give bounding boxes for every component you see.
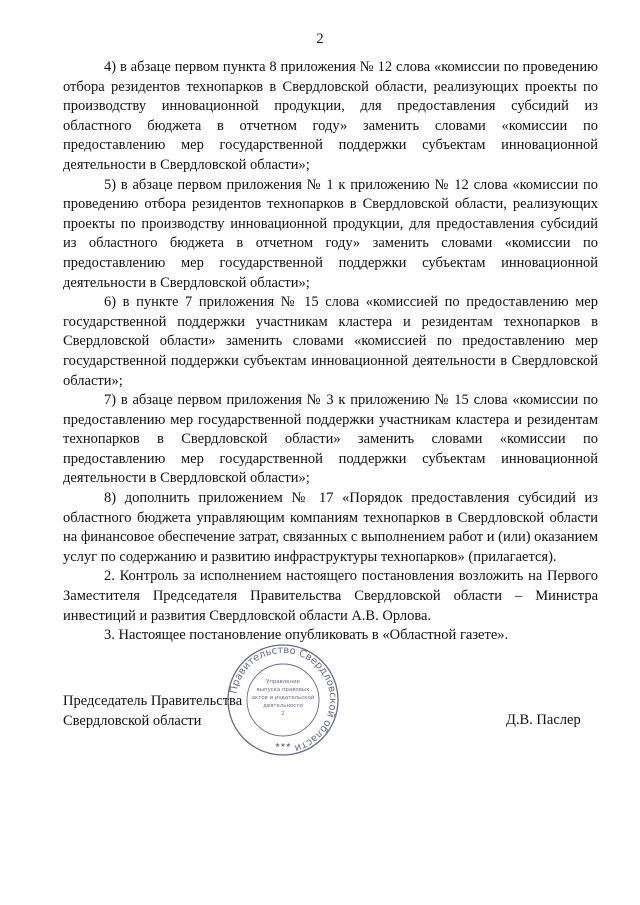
stamp-inner-line1: Управление [266, 679, 300, 685]
signature-name: Д.В. Паслер [506, 712, 581, 728]
official-stamp [226, 643, 340, 757]
stamp-inner-line4: деятельности [263, 703, 303, 709]
paragraph-item-7: 7) в абзаце первом приложения № 3 к приложению № 15 слова «комиссии по предоставлению мер государственной поддержки участникам кластера и резидентам технопарков в Свердловской области» заменить словами «комиссии по предоставлению мер государственной поддержки субъектам инновационной деятельности в Свердловской области»; [63, 392, 598, 487]
stamp-inner-line2: выпуска правовых [256, 687, 310, 693]
paragraph-item-6: 6) в пункте 7 приложения № 15 слова «комиссией по предоставлению мер государственной поддержки участникам кластера и резидентам технопарков в Свердловской области» заменить словами «комиссией по предоставлению мер государственной поддержки субъектам инновационной деятельности в Свердловской области»; [63, 294, 598, 389]
signature-title-line1: Председатель Правительства [63, 693, 243, 709]
signature-title [63, 692, 242, 731]
paragraph-control: 2. Контроль за исполнением настоящего постановления возложить на Первого Заместителя Председателя Правительства Свердловской области – Министра инвестиций и развития Свердловской области А.В. Орлова. [63, 568, 598, 624]
page-number: 2 [316, 31, 324, 47]
paragraph-item-8: 8) дополнить приложением № 17 «Порядок предоставления субсидий из областного бюджета управляющим компаниям технопарков в Свердловской области на финансовое обеспечение затрат, связанных с выполнением работ и (или) оказанием услуг по содержанию и развитию инфраструктуры технопарков» (прилагается). [63, 490, 598, 565]
stamp-inner-line3: актов и издательской [251, 695, 315, 701]
stamp-outer-text: Правительство Свердловской области [228, 644, 339, 754]
stamp-stars: ★★★ [274, 742, 292, 749]
signature-title-line2: Свердловской области [63, 712, 202, 729]
paragraph-item-4: 4) в абзаце первом пункта 8 приложения № 12 слова «комиссии по проведению отбора резидентов технопарков в Свердловской области, реализующих проекты по производству инновационной продукции, для предоставления субсидий из областного бюджета в отчетном году» заменить словами «комиссии по предоставлению мер государственной поддержки субъектам инновационной деятельности в Свердловской области»; [63, 59, 598, 173]
stamp-inner-line5: 2 [281, 711, 285, 717]
document-body [63, 58, 598, 646]
paragraph-item-5: 5) в абзаце первом приложения № 1 к приложению № 12 слова «комиссии по проведению отбора резидентов технопарков в Свердловской области, реализующих проекты по производству инновационной продукции, для предоставления субсидий из областного бюджета в отчетном году» заменить словами «комиссии по предоставлению мер государственной поддержки субъектам инновационной деятельности в Свердловской области»; [63, 176, 598, 291]
paragraph-publish: 3. Настоящее постановление опубликовать в «Областной газете». [104, 627, 509, 644]
